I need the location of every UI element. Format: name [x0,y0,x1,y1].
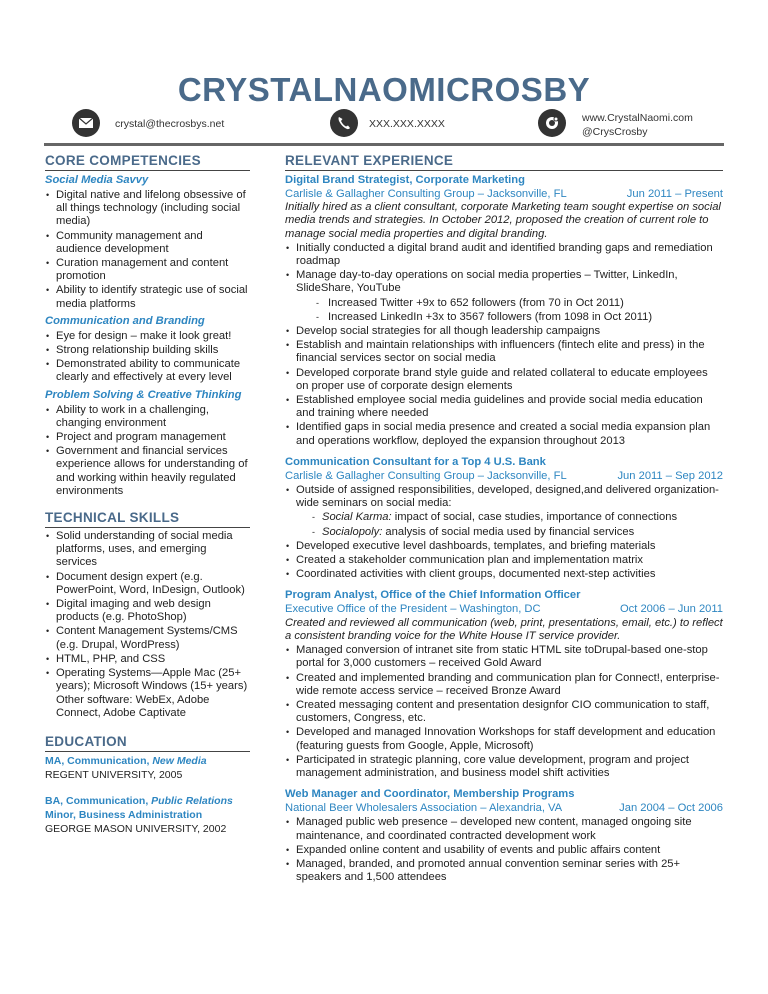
job-description: Initially hired as a client consultant, corporate Marketing team sought expertise on social media trends and strategies. In October 2012, proposed the creation of current role to manage social media properties and digital branding. [285,201,721,240]
section-rule [45,751,250,752]
competency-group-title: Problem Solving & Creative Thinking [45,388,242,401]
job-title: Web Manager and Coordinator, Membership Programs [285,788,575,801]
list-item: • Operating Systems—Apple Mac (25+ years); Microsoft Windows (15+ years) Other software: WebEx, Adobe Connect, Adobe Captivate [45,667,250,720]
job-org-line [285,470,723,483]
list-item: • Created messaging content and presentation designfor CIO communication to staff, customers, Congress, etc. [285,699,723,725]
list-item: • Managed public web presence – developed new content, managed ongoing site maintenance, and coordinated contracted development work [285,816,723,842]
job-title: Communication Consultant for a Top 4 U.S. Bank [285,455,546,468]
resume-name: CRYSTALNAOMICROSBY [177,71,591,108]
list-item: • Expanded online content and usability of events and public affairs content [285,844,723,857]
list-item: • Establish and maintain relationships with influencers (fintech elite and press) in the financial services sector on social media [285,339,723,365]
section-title-technical: TECHNICAL SKILLS [45,510,180,526]
list-item: • Identified gaps in social media presence and created a social media expansion plan and operations workflow, deployed the expansion throughout 2013 [285,421,723,447]
list-item: • Created and implemented branding and communication plan for Connect!, enterprise-wide remote access service – received Bronze Award [285,672,723,698]
school-name: REGENT UNIVERSITY, 2005 [45,768,183,781]
list-item: • Developed executive level dashboards, templates, and briefing materials [285,540,723,553]
section-rule [285,170,723,171]
list-item: • Eye for design – make it look great! [45,330,250,343]
list-item: • Solid understanding of social media platforms, uses, and emerging services [45,530,250,570]
job-dates: Jan 2004 – Oct 2006 [619,802,723,815]
job-title: Digital Brand Strategist, Corporate Marketing [285,174,525,186]
job-dates: Oct 2006 – Jun 2011 [619,603,723,616]
list-item: • Document design expert (e.g. PowerPoint, Word, InDesign, Outlook) [45,571,250,597]
job-dates: Jun 2011 – Sep 2012 [617,469,723,482]
list-item: • Established employee social media guidelines and provide social media education and training where needed [285,394,723,420]
list-item: • Project and program management [45,431,250,444]
job-org: Carlisle & Gallagher Consulting Group – Jacksonville, FL [285,469,567,482]
job-entry [285,173,723,448]
web-contact [582,111,722,139]
social-handle[interactable]: @CrysCrosby [582,126,648,138]
left-column [45,153,250,836]
phone-text: XXX.XXX.XXXX [369,118,445,130]
list-item: • Manage day-to-day operations on social media properties – Twitter, LinkedIn, SlideShare, YouTube - Increased Twitter +9x to 652 followers (from 70 in Oct 2011) - Increased LinkedIn +3x to 3567 followers (from 1098 in Oct 2011) [285,269,723,324]
list-item: • Initially conducted a digital brand audit and identified branding gaps and remediation roadmap [285,242,723,268]
job-entry [285,787,723,884]
job-org-line [285,603,723,616]
list-item: • Digital imaging and web design products (e.g. PhotoShop) [45,598,250,624]
website-link[interactable]: www.CrystalNaomi.com [582,112,693,124]
job-org: Executive Office of the President – Washington, DC [285,603,541,616]
sub-list-item: - Social Karma: impact of social, case studies, importance of connections [296,511,723,524]
section-rule [45,527,250,528]
phone-icon [330,109,358,137]
sub-list-item: - Increased LinkedIn +3x to 3567 followers (from 1098 in Oct 2011) [296,311,723,324]
list-item: • Participated in strategic planning, core value development, program and project management administration, and business model shift activities [285,754,723,780]
sub-list-item: - Socialopoly: analysis of social media used by financial services [296,526,723,539]
list-item: • Developed corporate brand style guide and related collateral to educate employees on proper use of corporate design elements [285,367,723,393]
degree-ma: MA, Communication, New Media [45,754,207,767]
list-item: • Managed, branded, and promoted annual convention seminar series with 25+ speakers and 1,500 attendees [285,858,723,884]
list-item: • Developed and managed Innovation Workshops for staff development and education (featuring guests from Google, Apple, Microsoft) [285,726,723,752]
section-rule [45,170,250,171]
list-item: • Government and financial services experience allows for understanding of and working within heavily regulated environments [45,445,250,498]
job-entry [285,588,723,780]
job-description: Created and reviewed all communication (web, print, presentations, email, etc.) to reflect a consistent branding voice for the White House IT service provider. [285,616,723,642]
list-item: • HTML, PHP, and CSS [45,653,250,666]
email-icon [72,109,100,137]
right-column [285,153,723,891]
list-item: • Strong relationship building skills [45,344,250,357]
list-item: • Content Management Systems/CMS (e.g. Drupal, WordPress) [45,625,250,651]
job-org-line [285,188,723,201]
list-item: • Demonstrated ability to communicate clearly and effectively at every level [45,358,250,384]
header-divider [44,143,724,146]
list-item: • Community management and audience development [45,230,250,256]
job-org: Carlisle & Gallagher Consulting Group – Jacksonville, FL [285,188,567,200]
degree-minor: Minor, Business Administration [45,808,203,821]
social-icon [538,109,566,137]
list-item: • Created a stakeholder communication plan and implementation matrix [285,554,723,567]
job-entry [285,455,723,582]
list-item: • Ability to work in a challenging, changing environment [45,404,250,430]
job-org-line [285,802,723,815]
list-item: • Ability to identify strategic use of social media platforms [45,284,250,310]
section-title-competencies: CORE COMPETENCIES [45,153,201,168]
degree-ba: BA, Communication, Public Relations [45,794,233,807]
competency-group-title: Social Media Savvy [45,174,149,186]
school-name: GEORGE MASON UNIVERSITY, 2002 [45,822,227,835]
job-dates: Jun 2011 – Present [626,188,723,200]
job-title: Program Analyst, Office of the Chief Information Officer [285,589,581,602]
sub-list-item: - Increased Twitter +9x to 652 followers (from 70 in Oct 2011) [296,297,723,310]
competency-group-title: Communication and Branding [45,314,205,327]
list-item: • Managed conversion of intranet site from static HTML site toDrupal-based one-stop portal for 3,000 customers – received Gold Award [285,644,723,670]
email-text[interactable]: crystal@thecrosbys.net [115,118,225,130]
job-org: National Beer Wholesalers Association – Alexandria, VA [285,802,563,815]
list-item: • Curation management and content promotion [45,257,250,283]
section-title-education: EDUCATION [45,733,127,749]
list-item: • Develop social strategies for all though leadership campaigns [285,325,723,338]
list-item: • Outside of assigned responsibilities, developed, designed,and delivered organization-wide seminars on social media: - Social Karma: impact of social, case studies, importance of connections - Socialopoly: analysis of social media used by financial services [285,484,723,539]
section-title-experience: RELEVANT EXPERIENCE [285,153,454,168]
list-item: • Coordinated activities with client groups, documented next-step activities [285,568,723,581]
list-item: • Digital native and lifelong obsessive of all things technology (including social media) [45,189,250,229]
